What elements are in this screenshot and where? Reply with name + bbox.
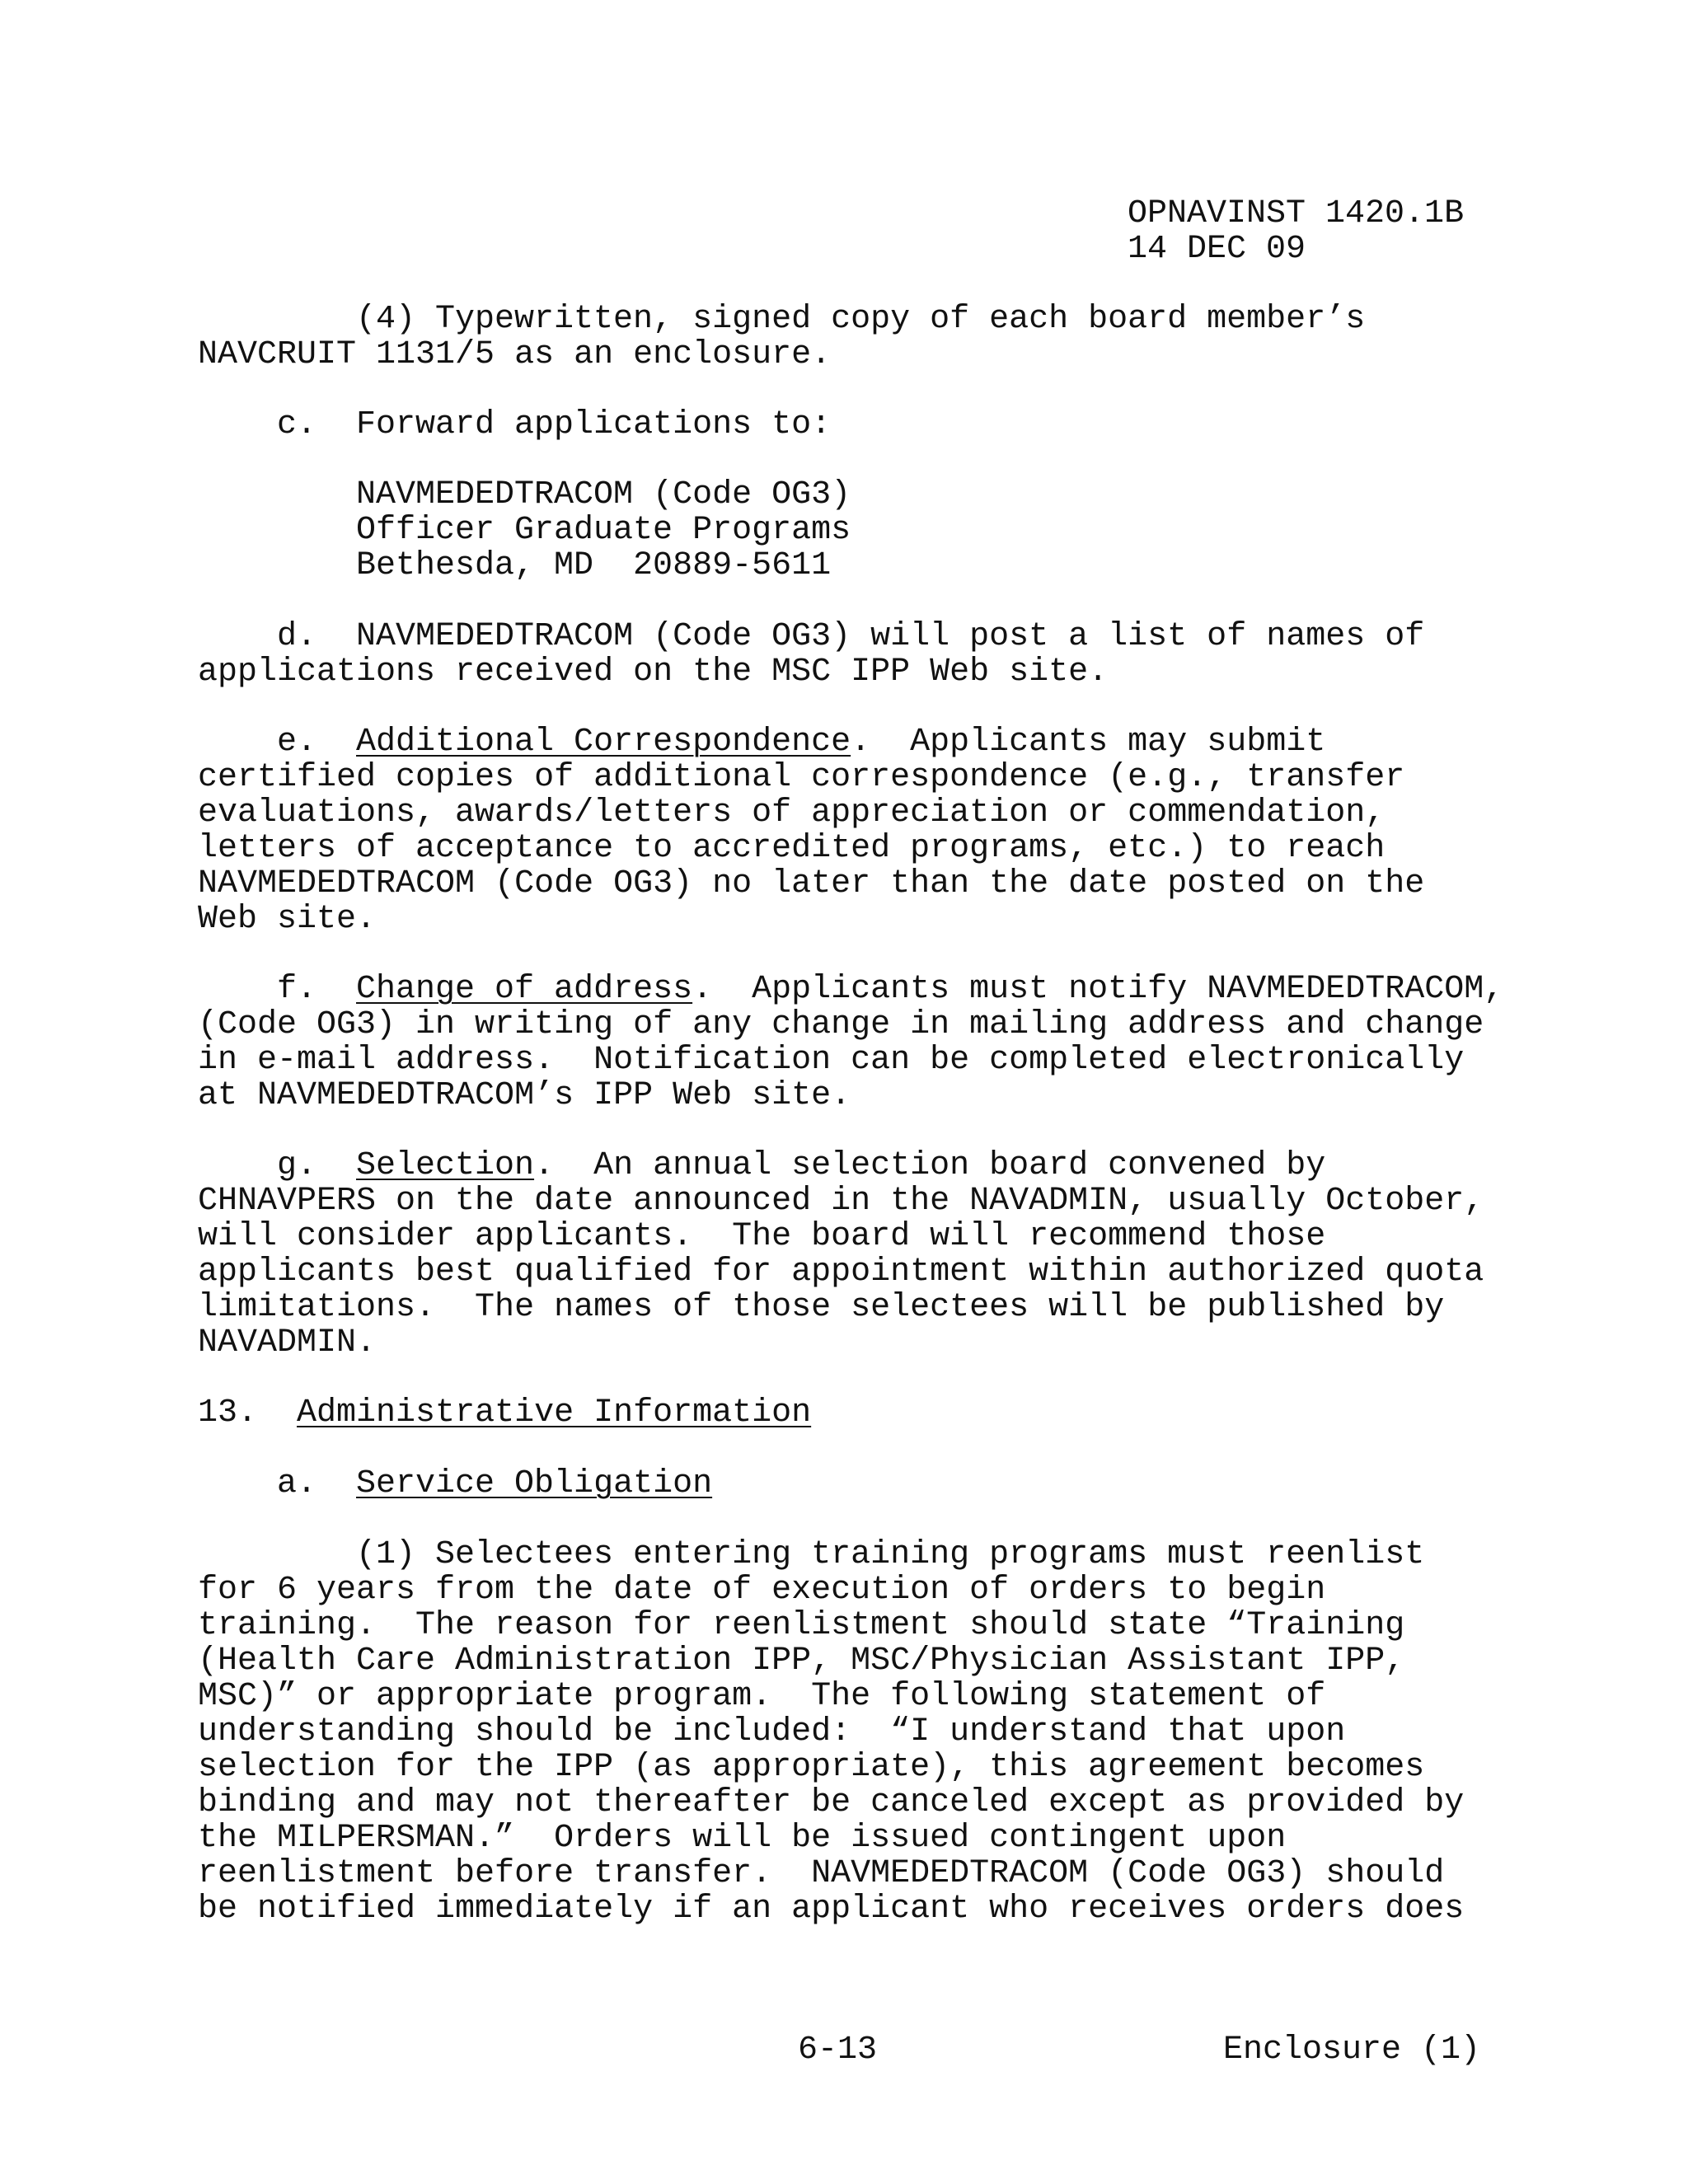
address-line-3: Bethesda, MD 20889-5611 <box>356 547 832 584</box>
item-g-line-3: will consider applicants. The board will recommend those <box>198 1218 1326 1255</box>
item-f-line-2: (Code OG3) in writing of any change in mailing address and change <box>198 1006 1484 1043</box>
item-f-prefix: f. <box>277 971 357 1008</box>
item-13a-prefix: a. <box>277 1465 357 1502</box>
item-e-prefix: e. <box>277 724 357 761</box>
item-f-rest: . Applicants must notify NAVMEDEDTRACOM, <box>692 971 1504 1008</box>
header-instruction-number: OPNAVINST 1420.1B <box>1128 195 1465 232</box>
item-13a1-line-10: reenlistment before transfer. NAVMEDEDTRACOM (Code OG3) should <box>198 1855 1445 1892</box>
item-f-line-3: in e-mail address. Notification can be completed electronically <box>198 1042 1465 1079</box>
item-13a1-line-8: binding and may not thereafter be canceled except as provided by <box>198 1784 1465 1821</box>
item-13a1-line-6: understanding should be included: “I understand that upon <box>198 1713 1346 1750</box>
item-d-line-1: d. NAVMEDEDTRACOM (Code OG3) will post a list of names of <box>277 618 1425 655</box>
item-g-prefix: g. <box>277 1147 357 1184</box>
item-4-line-2: NAVCRUIT 1131/5 as an enclosure. <box>198 336 832 373</box>
item-g-line-1 <box>277 1148 1325 1184</box>
item-13a-title: Service Obligation <box>356 1465 713 1502</box>
item-c-line: c. Forward applications to: <box>277 406 832 443</box>
item-g-title: Selection <box>356 1147 535 1184</box>
item-13a1-line-2: for 6 years from the date of execution of orders to begin <box>198 1572 1326 1609</box>
section-13-number: 13. <box>198 1394 298 1432</box>
item-e-rest: . Applicants may submit <box>851 724 1326 761</box>
item-d-line-2: applications received on the MSC IPP Web site. <box>198 654 1109 691</box>
item-g-line-4: applicants best qualified for appointment within authorized quota <box>198 1254 1484 1291</box>
item-13a1-line-1: (1) Selectees entering training programs must reenlist <box>356 1536 1425 1573</box>
header-date: 14 DEC 09 <box>1128 231 1306 268</box>
section-13-title: Administrative Information <box>297 1394 812 1432</box>
item-f-title: Change of address <box>356 971 693 1008</box>
section-13-heading <box>198 1395 811 1432</box>
address-line-1: NAVMEDEDTRACOM (Code OG3) <box>356 476 851 513</box>
item-13a1-line-3: training. The reason for reenlistment should state “Training <box>198 1607 1405 1644</box>
footer-enclosure: Enclosure (1) <box>1223 2032 1481 2069</box>
item-13a1-line-7: selection for the IPP (as appropriate), this agreement becomes <box>198 1749 1425 1786</box>
item-f-line-4: at NAVMEDEDTRACOM’s IPP Web site. <box>198 1077 851 1114</box>
address-line-2: Officer Graduate Programs <box>356 512 851 549</box>
item-e-line-4: letters of acceptance to accredited programs, etc.) to reach <box>198 830 1386 867</box>
item-f-line-1 <box>277 972 1503 1008</box>
item-13a1-line-4: (Health Care Administration IPP, MSC/Physician Assistant IPP, <box>198 1643 1405 1680</box>
item-g-line-6: NAVADMIN. <box>198 1324 377 1361</box>
item-e-line-3: evaluations, awards/letters of appreciation or commendation, <box>198 794 1386 832</box>
item-g-rest: . An annual selection board convened by <box>534 1147 1326 1184</box>
item-13a1-line-5: MSC)” or appropriate program. The following statement of <box>198 1678 1326 1715</box>
item-13a1-line-11: be notified immediately if an applicant who receives orders does <box>198 1891 1465 1928</box>
item-e-line-6: Web site. <box>198 901 377 938</box>
item-4-line-1: (4) Typewritten, signed copy of each board member’s <box>356 301 1366 338</box>
item-g-line-2: CHNAVPERS on the date announced in the NAVADMIN, usually October, <box>198 1183 1484 1220</box>
item-e-line-1 <box>277 724 1325 761</box>
footer-page-number: 6-13 <box>798 2032 878 2069</box>
item-e-line-5: NAVMEDEDTRACOM (Code OG3) no later than the date posted on the <box>198 865 1425 902</box>
item-e-line-2: certified copies of additional correspondence (e.g., transfer <box>198 759 1405 796</box>
item-e-title: Additional Correspondence <box>356 724 851 761</box>
item-g-line-5: limitations. The names of those selectees will be published by <box>198 1289 1445 1326</box>
item-13a1-line-9: the MILPERSMAN.” Orders will be issued contingent upon <box>198 1820 1287 1857</box>
item-13a-heading <box>277 1466 712 1502</box>
